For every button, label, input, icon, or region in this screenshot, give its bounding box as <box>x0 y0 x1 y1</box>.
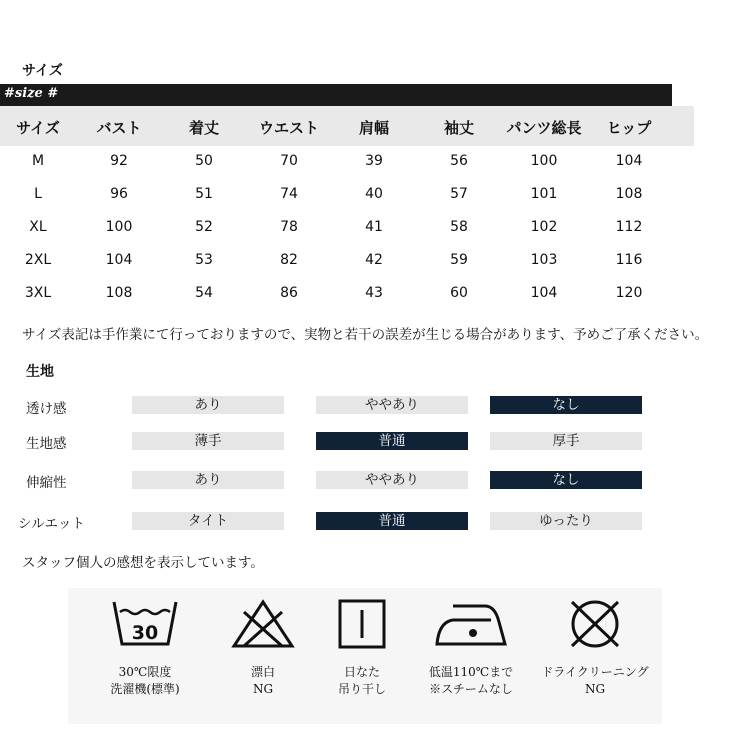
table-cell: 43 <box>365 285 383 301</box>
fabric-heading: 生地 <box>26 364 54 380</box>
care-text-line: 低温110℃まで <box>428 665 514 679</box>
care-text-line: ドライクリーニング <box>541 665 649 679</box>
fabric-label-sheerness: 透け感 <box>26 401 67 417</box>
fabric-option-selected: 普通 <box>316 432 468 450</box>
care-text-line: 日なた <box>343 665 380 679</box>
table-cell: 70 <box>280 153 298 169</box>
table-cell: 50 <box>195 153 213 169</box>
table-cell: 2XL <box>24 252 52 268</box>
care-item-wash <box>90 588 200 698</box>
fabric-label-silhouette: シルエット <box>18 516 85 532</box>
care-text-line: 洗濯機(標準) <box>110 682 180 696</box>
wash-temperature-label: 30 <box>131 622 159 644</box>
table-cell: 116 <box>615 252 643 268</box>
table-cell: M <box>31 153 45 169</box>
size-heading: サイズ <box>22 63 63 79</box>
table-cell: 104 <box>615 153 643 169</box>
no-bleach-icon <box>228 598 298 650</box>
fabric-option-selected: 普通 <box>316 512 468 530</box>
no-dry-clean-icon <box>560 598 630 650</box>
table-cell: 82 <box>280 252 298 268</box>
care-text-line: 30℃限度 <box>118 665 172 679</box>
fabric-option: ややあり <box>316 396 468 414</box>
table-cell: 40 <box>365 186 383 202</box>
header-cell: バスト <box>96 119 142 137</box>
table-cell: 103 <box>530 252 558 268</box>
table-cell: 41 <box>365 219 383 235</box>
care-item-dryclean <box>540 588 650 698</box>
table-cell: 39 <box>365 153 383 169</box>
header-cell: 袖丈 <box>443 119 474 137</box>
table-cell: 53 <box>195 252 213 268</box>
table-cell: 60 <box>450 285 468 301</box>
table-cell: 42 <box>365 252 383 268</box>
table-cell: 120 <box>615 285 643 301</box>
fabric-option: タイト <box>132 512 284 530</box>
table-cell: 92 <box>110 153 128 169</box>
table-cell: 3XL <box>24 285 52 301</box>
size-disclaimer: サイズ表記は手作業にて行っておりますので、実物と若干の誤差が生じる場合があります、予めご了承ください。 <box>22 327 709 343</box>
size-banner <box>0 84 672 106</box>
table-cell: 78 <box>280 219 298 235</box>
care-item-dry <box>307 588 417 698</box>
fabric-label-stretch: 伸縮性 <box>26 475 67 491</box>
fabric-option-selected: なし <box>490 396 642 414</box>
size-table-header <box>0 106 694 146</box>
fabric-option: あり <box>132 471 284 489</box>
size-table-body <box>0 153 700 313</box>
care-text-line: ※スチームなし <box>429 682 513 696</box>
care-text-line: 吊り干し <box>337 682 386 696</box>
fabric-option: ゆったり <box>490 512 642 530</box>
fabric-option: 薄手 <box>132 432 284 450</box>
header-cell: ヒップ <box>606 119 652 137</box>
care-text-line: 漂白 <box>250 665 275 679</box>
staff-note: スタッフ個人の感想を表示しています。 <box>22 555 264 571</box>
shade-hang-dry-icon <box>327 598 397 650</box>
care-item-iron <box>416 588 526 698</box>
iron-low-icon <box>431 598 511 650</box>
table-cell: 100 <box>105 219 133 235</box>
header-cell: サイズ <box>16 119 60 137</box>
care-item-bleach <box>208 588 318 698</box>
table-cell: 102 <box>530 219 558 235</box>
table-cell: 52 <box>195 219 213 235</box>
header-cell: 着丈 <box>188 119 219 137</box>
wash-30-icon <box>110 598 180 650</box>
table-cell: 54 <box>195 285 213 301</box>
table-cell: 56 <box>450 153 468 169</box>
table-cell: XL <box>29 219 47 235</box>
header-cell: 肩幅 <box>358 119 389 137</box>
fabric-option: 厚手 <box>490 432 642 450</box>
care-text-line: NG <box>252 682 274 696</box>
care-instructions-panel <box>68 588 662 724</box>
fabric-label-thickness: 生地感 <box>26 436 67 452</box>
table-cell: 108 <box>615 186 643 202</box>
table-cell: 101 <box>530 186 558 202</box>
table-cell: 74 <box>280 186 298 202</box>
care-text-line: NG <box>584 682 606 696</box>
fabric-option-selected: なし <box>490 471 642 489</box>
table-cell: 108 <box>105 285 133 301</box>
table-cell: 104 <box>105 252 133 268</box>
table-cell: 112 <box>615 219 643 235</box>
table-cell: 100 <box>530 153 558 169</box>
fabric-option: ややあり <box>316 471 468 489</box>
table-cell: 57 <box>450 186 468 202</box>
table-cell: 104 <box>530 285 558 301</box>
size-banner-text: #size # <box>4 86 59 101</box>
fabric-option: あり <box>132 396 284 414</box>
table-cell: 86 <box>280 285 298 301</box>
table-cell: 96 <box>110 186 128 202</box>
table-cell: L <box>34 186 42 202</box>
table-cell: 51 <box>195 186 213 202</box>
header-cell: ウエスト <box>258 119 319 137</box>
table-cell: 58 <box>450 219 468 235</box>
header-cell: パンツ総長 <box>506 119 582 137</box>
table-cell: 59 <box>450 252 468 268</box>
